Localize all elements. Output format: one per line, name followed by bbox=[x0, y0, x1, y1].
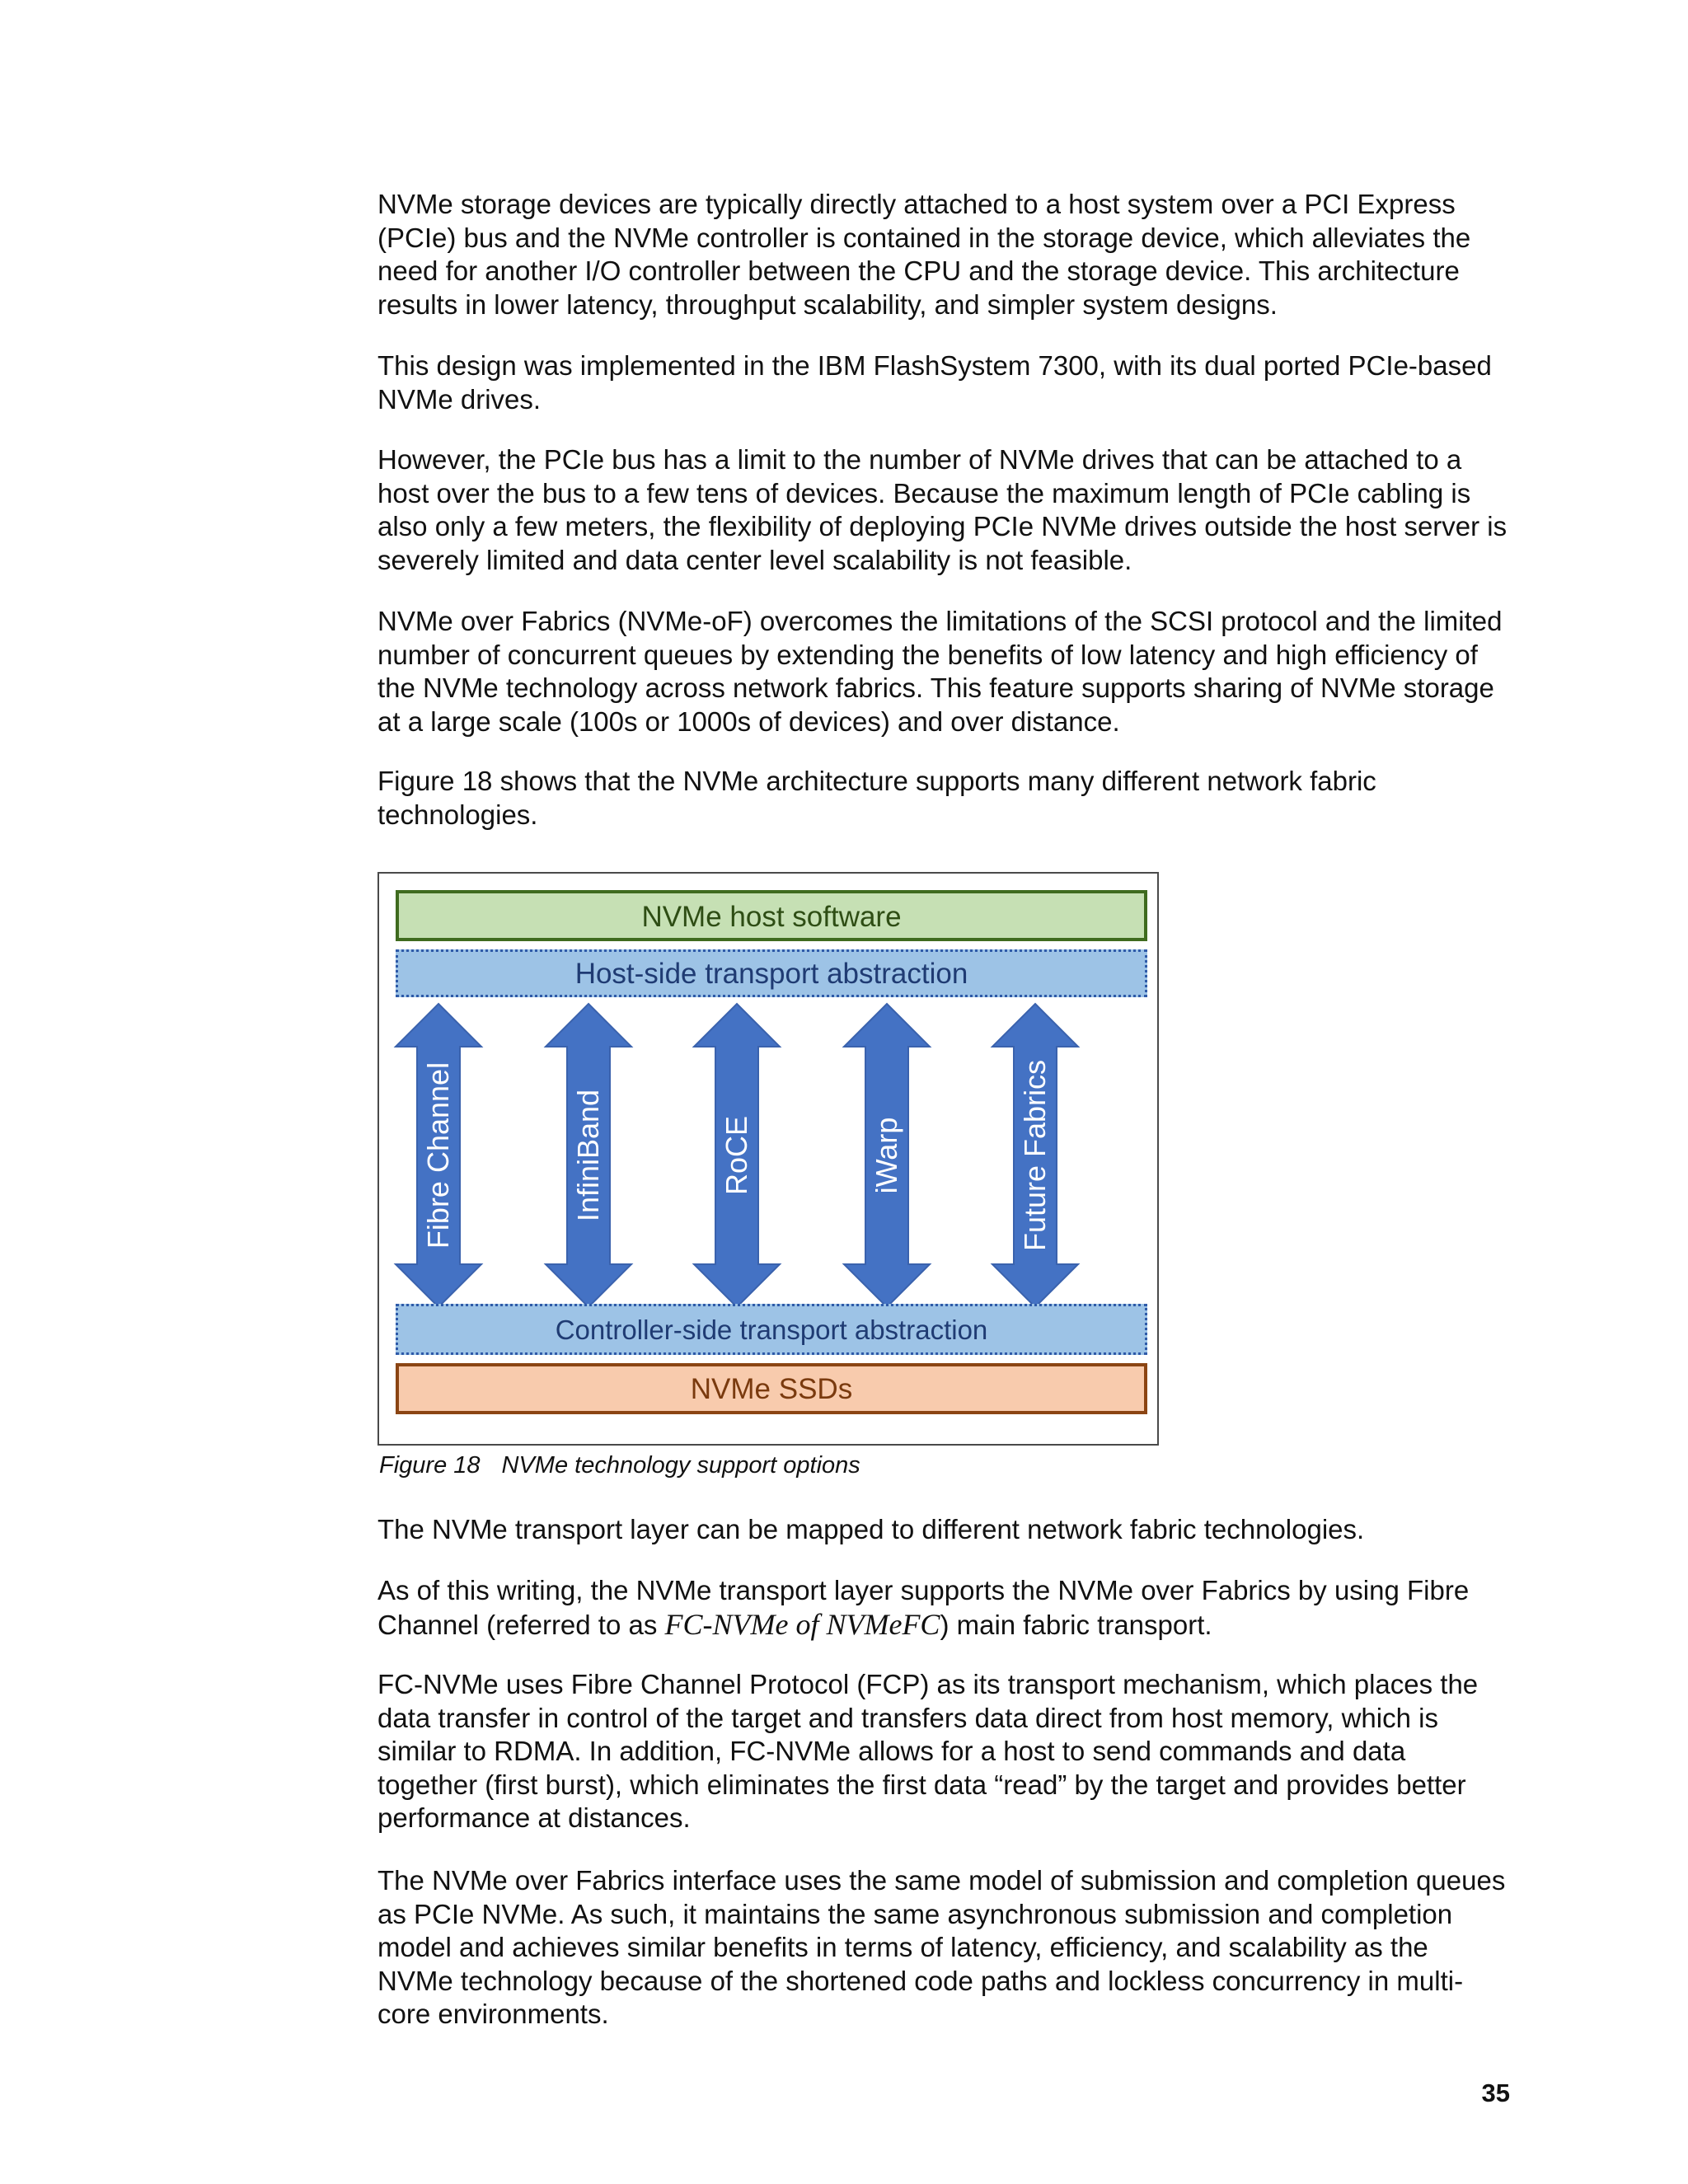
paragraph-transport-layer: The NVMe transport layer can be mapped to different network fabric technologies. bbox=[377, 1514, 1365, 1544]
paragraph-nvme-of: NVMe over Fabrics (NVMe-oF) overcomes the limitations of the SCSI protocol and the limited number of concurrent queues by extending the benefits of low latency and high efficiency of the NVMe technology across network fabrics. This feature supports sharing of NVMe storage at a large scale (100s or 1000s of devices) and over distance. bbox=[377, 606, 1503, 737]
arrow-roce bbox=[694, 1004, 780, 1307]
arrow-iwarp bbox=[844, 1004, 930, 1307]
paragraph-fc-nvme-intro bbox=[377, 1574, 1508, 1642]
paragraph-figure-ref: Figure 18 shows that the NVMe architecture supports many different network fabric technologies. bbox=[377, 766, 1376, 830]
fabric-arrows bbox=[379, 874, 1157, 1444]
controller-transport-layer: Controller-side transport abstraction bbox=[396, 1304, 1147, 1355]
fabric-label-infiniband: InfiniBand bbox=[571, 1089, 605, 1222]
caption-title: NVMe technology support options bbox=[501, 1452, 860, 1479]
paragraph-design: This design was implemented in the IBM FlashSystem 7300, with its dual ported PCIe-based NVMe drives. bbox=[377, 350, 1492, 415]
caption-number: Figure 18 bbox=[379, 1452, 481, 1479]
nvme-ssds-layer: NVMe SSDs bbox=[396, 1363, 1147, 1414]
fc-nvme-term: FC-NVMe of NVMeFC bbox=[664, 1607, 940, 1641]
page-number: 35 bbox=[1481, 2079, 1510, 2107]
paragraph-queues: The NVMe over Fabrics interface uses the same model of submission and completion queues as PCIe NVMe. As such, it maintains the same asynchronous submission and completion model and achieves similar benefits in terms of latency, efficiency, and scalability as the NVMe technology because of the shortened code paths and lockless concurrency in multi-core environments. bbox=[377, 1865, 1506, 2029]
fabric-label-iwarp: iWarp bbox=[870, 1117, 903, 1194]
fc-nvme-intro-text: As of this writing, the NVMe transport layer supports the NVMe over Fabrics by using Fibre Channel (referred to as bbox=[377, 1575, 1470, 1640]
paragraph-fcp: FC-NVMe uses Fibre Channel Protocol (FCP) as its transport mechanism, which places the data transfer in control of the target and transfers data direct from host memory, which is similar to RDMA. In addition, FC-NVMe allows for a host to send commands and data together (first burst), which eliminates the first data “read” by the target and provides better performance at distances. bbox=[377, 1669, 1479, 1833]
arrow-fibre-channel bbox=[396, 1004, 481, 1307]
fc-nvme-intro-end: ) main fabric transport. bbox=[940, 1609, 1212, 1640]
arrow-future-fabrics bbox=[992, 1004, 1078, 1307]
figure-caption bbox=[379, 1452, 860, 1479]
arrow-infiniband bbox=[546, 1004, 631, 1307]
fabric-label-fibre-channel: Fibre Channel bbox=[421, 1062, 455, 1249]
figure-nvme-diagram bbox=[377, 872, 1159, 1446]
fabric-label-future-fabrics: Future Fabrics bbox=[1018, 1059, 1052, 1252]
host-transport-layer: Host-side transport abstraction bbox=[396, 949, 1147, 997]
host-software-layer: NVMe host software bbox=[396, 890, 1147, 941]
fabric-label-roce: RoCE bbox=[720, 1115, 753, 1196]
paragraph-pcie-limit: However, the PCIe bus has a limit to the number of NVMe drives that can be attached to a host over the bus to a few tens of devices. Because the maximum length of PCIe cabling is also only a few meters, the flexibility of deploying PCIe NVMe drives outside the host server is severely limited and data center level scalability is not feasible. bbox=[377, 444, 1507, 575]
paragraph-nvme-storage: NVMe storage devices are typically directly attached to a host system over a PCI Express (PCIe) bus and the NVMe controller is contained in the storage device, which alleviates the need for another I/O controller between the CPU and the storage device. This architecture results in lower latency, throughput scalability, and simpler system designs. bbox=[377, 189, 1471, 320]
